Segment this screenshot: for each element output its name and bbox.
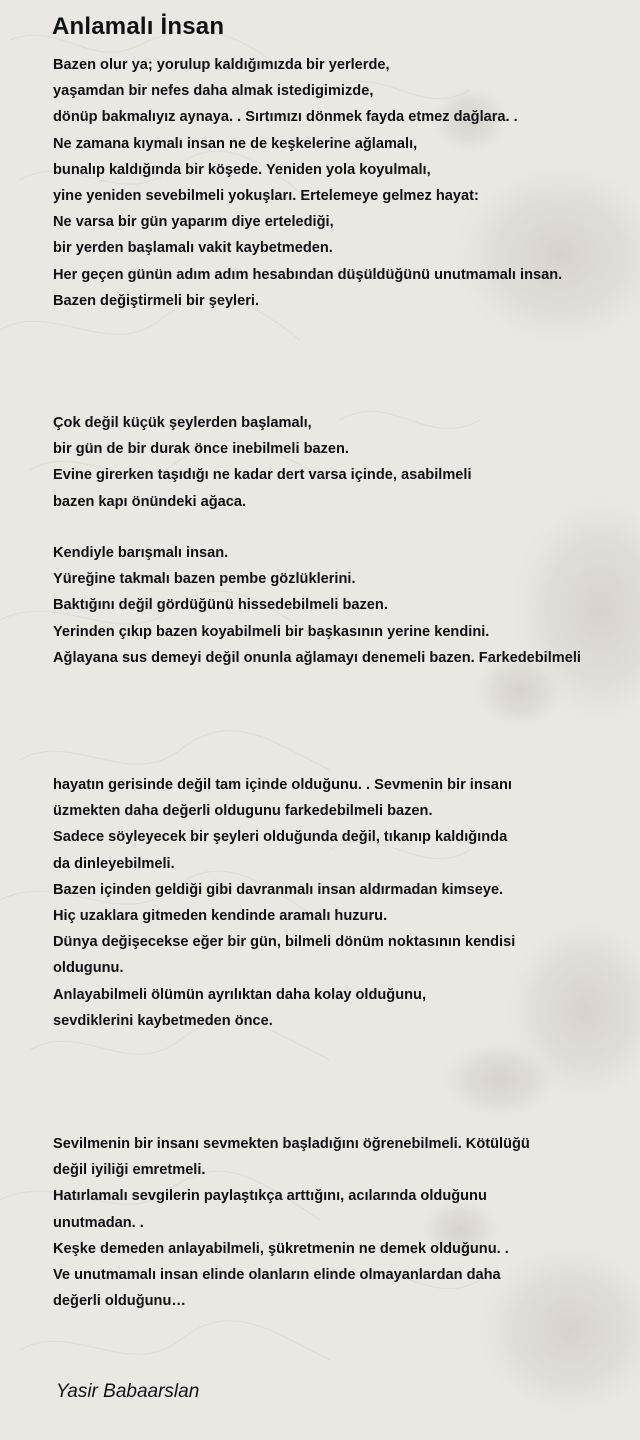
poem-line: Evine girerken taşıdığı ne kadar dert varsa içinde, asabilmeli bbox=[53, 467, 472, 484]
poem-line: Sadece söyleyecek bir şeyleri olduğunda değil, tıkanıp kaldığında bbox=[53, 829, 508, 846]
poem-line: yaşamdan bir nefes daha almak istedigimizde, bbox=[53, 83, 374, 100]
poem-line: Dünya değişecekse eğer bir gün, bilmeli dönüm noktasının kendisi bbox=[53, 934, 516, 951]
poem-line: Bazen içinden geldiği gibi davranmalı insan aldırmadan kimseye. bbox=[53, 881, 504, 898]
poem-line: Yerinden çıkıp bazen koyabilmeli bir başkasının yerine kendini. bbox=[53, 623, 490, 640]
poem-line: üzmekten daha değerli oldugunu farkedebilmeli bazen. bbox=[53, 803, 433, 820]
poem-line: Keşke demeden anlayabilmeli, şükretmenin ne demek olduğunu. . bbox=[53, 1240, 509, 1257]
stanza-5 bbox=[53, 1131, 640, 1314]
poem-line: bunalıp kaldığında bir köşede. Yeniden yola koyulmalı, bbox=[53, 161, 431, 178]
poem-line: dönüp bakmalıyız aynaya. . Sırtımızı dönmek fayda etmez dağlara. . bbox=[53, 109, 518, 126]
poem-line: yine yeniden sevebilmeli yokuşları. Ertelemeye gelmez hayat: bbox=[53, 188, 479, 205]
poem-line: Bazen değiştirmeli bir şeyleri. bbox=[53, 292, 260, 309]
poem-line: Anlayabilmeli ölümün ayrılıktan daha kolay olduğunu, bbox=[53, 986, 427, 1003]
poem-line: Sevilmenin bir insanı sevmekten başladığını öğrenebilmeli. Kötülüğü bbox=[53, 1136, 530, 1152]
poem-line: bazen kapı önündeki ağaca. bbox=[53, 493, 247, 510]
poem-line: Ne varsa bir gün yaparım diye ertelediği, bbox=[53, 214, 334, 231]
poem-line: Yüreğine takmalı bazen pembe gözlüklerini. bbox=[53, 571, 356, 588]
stanza-1 bbox=[53, 52, 640, 314]
poem-line: Ne zamana kıymalı insan ne de keşkelerine ağlamalı, bbox=[53, 135, 418, 152]
poem-line: Her geçen günün adım adım hesabından düşüldüğünü unutmamalı insan. bbox=[53, 266, 563, 283]
poem-line: bir yerden başlamalı vakit kaybetmeden. bbox=[53, 240, 333, 257]
poem-title: Anlamalı İnsan bbox=[52, 13, 225, 40]
poem-line: sevdiklerini kaybetmeden önce. bbox=[53, 1012, 273, 1029]
poem-line: değerli olduğunu… bbox=[53, 1293, 186, 1310]
stanza-4 bbox=[53, 772, 640, 1034]
poem-line: Ağlayana sus demeyi değil onunla ağlamayı denemeli bazen. Farkedebilmeli bbox=[53, 649, 581, 666]
poem-author: Yasir Babaarslan bbox=[56, 1381, 200, 1402]
poem-line: Çok değil küçük şeylerden başlamalı, bbox=[53, 415, 312, 431]
stanza-3 bbox=[53, 540, 640, 671]
poem-line: da dinleyebilmeli. bbox=[53, 855, 175, 872]
poem-line: Bazen olur ya; yorulup kaldığımızda bir yerlerde, bbox=[53, 57, 390, 73]
poem-line: Baktığını değil gördüğünü hissedebilmeli bazen. bbox=[53, 597, 388, 614]
poem-line: Ve unutmamalı insan elinde olanların elinde olmayanlardan daha bbox=[53, 1267, 501, 1284]
poem-line: değil iyiliği emretmeli. bbox=[53, 1162, 206, 1179]
poem-line: oldugunu. bbox=[53, 960, 124, 977]
stanza-2 bbox=[53, 410, 640, 515]
poem-line: unutmadan. . bbox=[53, 1214, 144, 1231]
poem-line: Hatırlamalı sevgilerin paylaştıkça arttığını, acılarında olduğunu bbox=[53, 1188, 487, 1205]
poem-line: bir gün de bir durak önce inebilmeli bazen. bbox=[53, 441, 349, 458]
poem-line: Hiç uzaklara gitmeden kendinde aramalı huzuru. bbox=[53, 908, 388, 925]
poem-line: hayatın gerisinde değil tam içinde olduğunu. . Sevmenin bir insanı bbox=[53, 777, 512, 793]
poem-line: Kendiyle barışmalı insan. bbox=[53, 545, 229, 561]
